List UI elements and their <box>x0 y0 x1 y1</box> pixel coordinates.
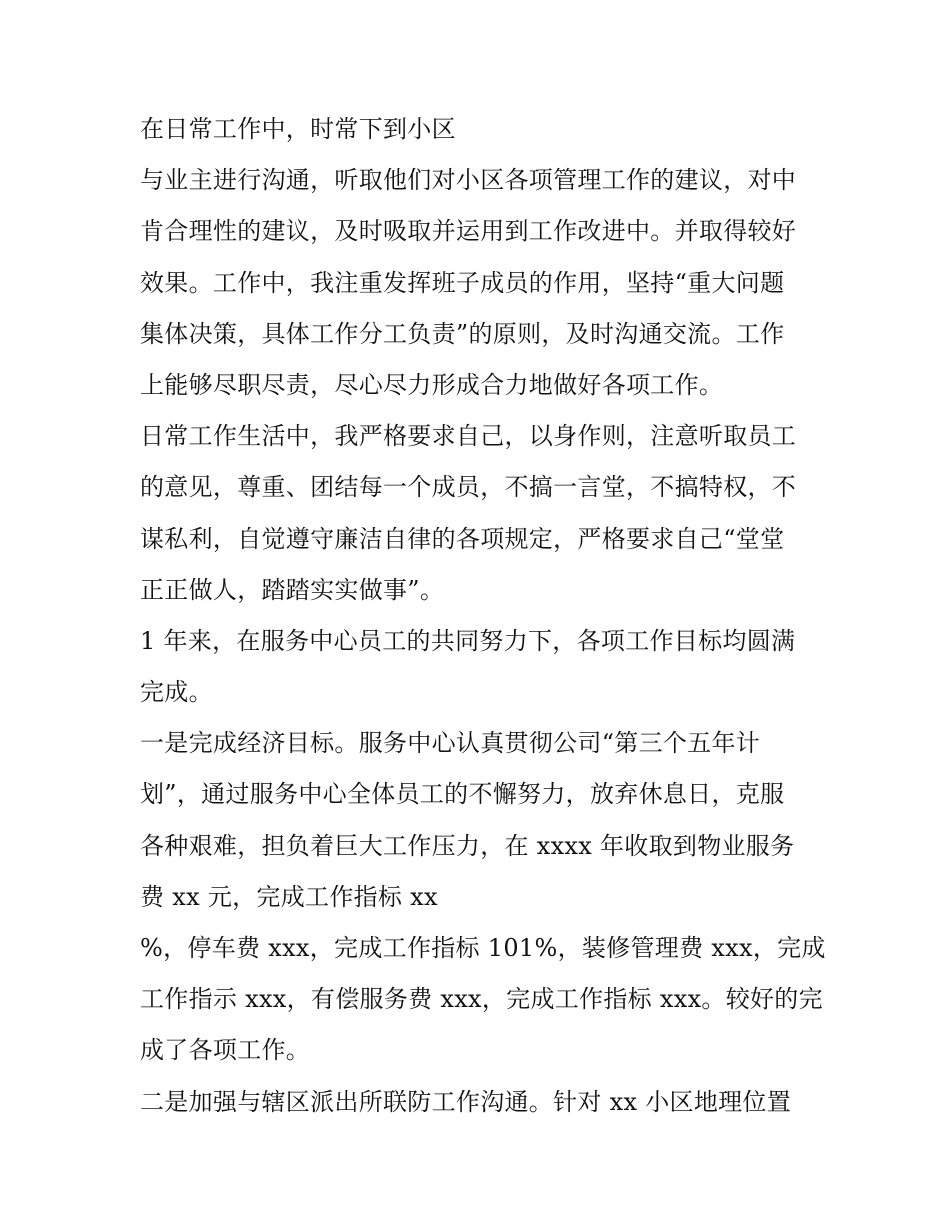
text-line: 划”，通过服务中心全体员工的不懈努力，放弃休息日，克服 <box>140 780 785 809</box>
text-line: 二是加强与辖区派出所联防工作沟通。针对 xx 小区地理位置 <box>140 1087 792 1116</box>
text-line: 费 xx 元，完成工作指标 xx <box>140 882 438 911</box>
text-line: 在日常工作中，时常下到小区 <box>140 115 456 143</box>
text-line: 的意见，尊重、团结每一个成员，不搞一言堂，不搞特权，不 <box>140 473 797 502</box>
text-line: 集体决策，具体工作分工负责”的原则，及时沟通交流。工作 <box>140 319 785 348</box>
text-line: 1 年来，在服务中心员工的共同努力下，各项工作目标均圆满 <box>140 626 796 655</box>
text-line: 肯合理性的建议，及时吸取并运用到工作改进中。并取得较好 <box>140 217 797 246</box>
text-line: %，停车费 xxx，完成工作指标 101%，装修管理费 xxx，完成 <box>140 934 826 962</box>
text-line: 一是完成经济目标。服务中心认真贯彻公司“第三个五年计 <box>140 729 761 758</box>
text-line: 与业主进行沟通，听取他们对小区各项管理工作的建议，对中 <box>140 166 797 195</box>
text-line: 上能够尽职尽责，尽心尽力形成合力地做好各项工作。 <box>140 370 724 399</box>
text-line: 日常工作生活中，我严格要求自己，以身作则，注意听取员工 <box>140 422 797 451</box>
text-line: 工作指示 xxx，有偿服务费 xxx，完成工作指标 xxx。较好的完 <box>140 985 823 1014</box>
document-body <box>140 104 826 1128</box>
text-line: 完成。 <box>140 678 213 707</box>
text-line: 效果。工作中，我注重发挥班子成员的作用，坚持“重大问题 <box>140 268 785 297</box>
text-line: 各种艰难，担负着巨大工作压力，在 xxxx 年收取到物业服务 <box>140 831 795 860</box>
text-line: 谋私利，自觉遵守廉洁自律的各项规定，严格要求自己“堂堂 <box>140 524 785 553</box>
text-line: 成了各项工作。 <box>140 1036 311 1065</box>
text-line: 正正做人，踏踏实实做事”。 <box>140 575 445 604</box>
